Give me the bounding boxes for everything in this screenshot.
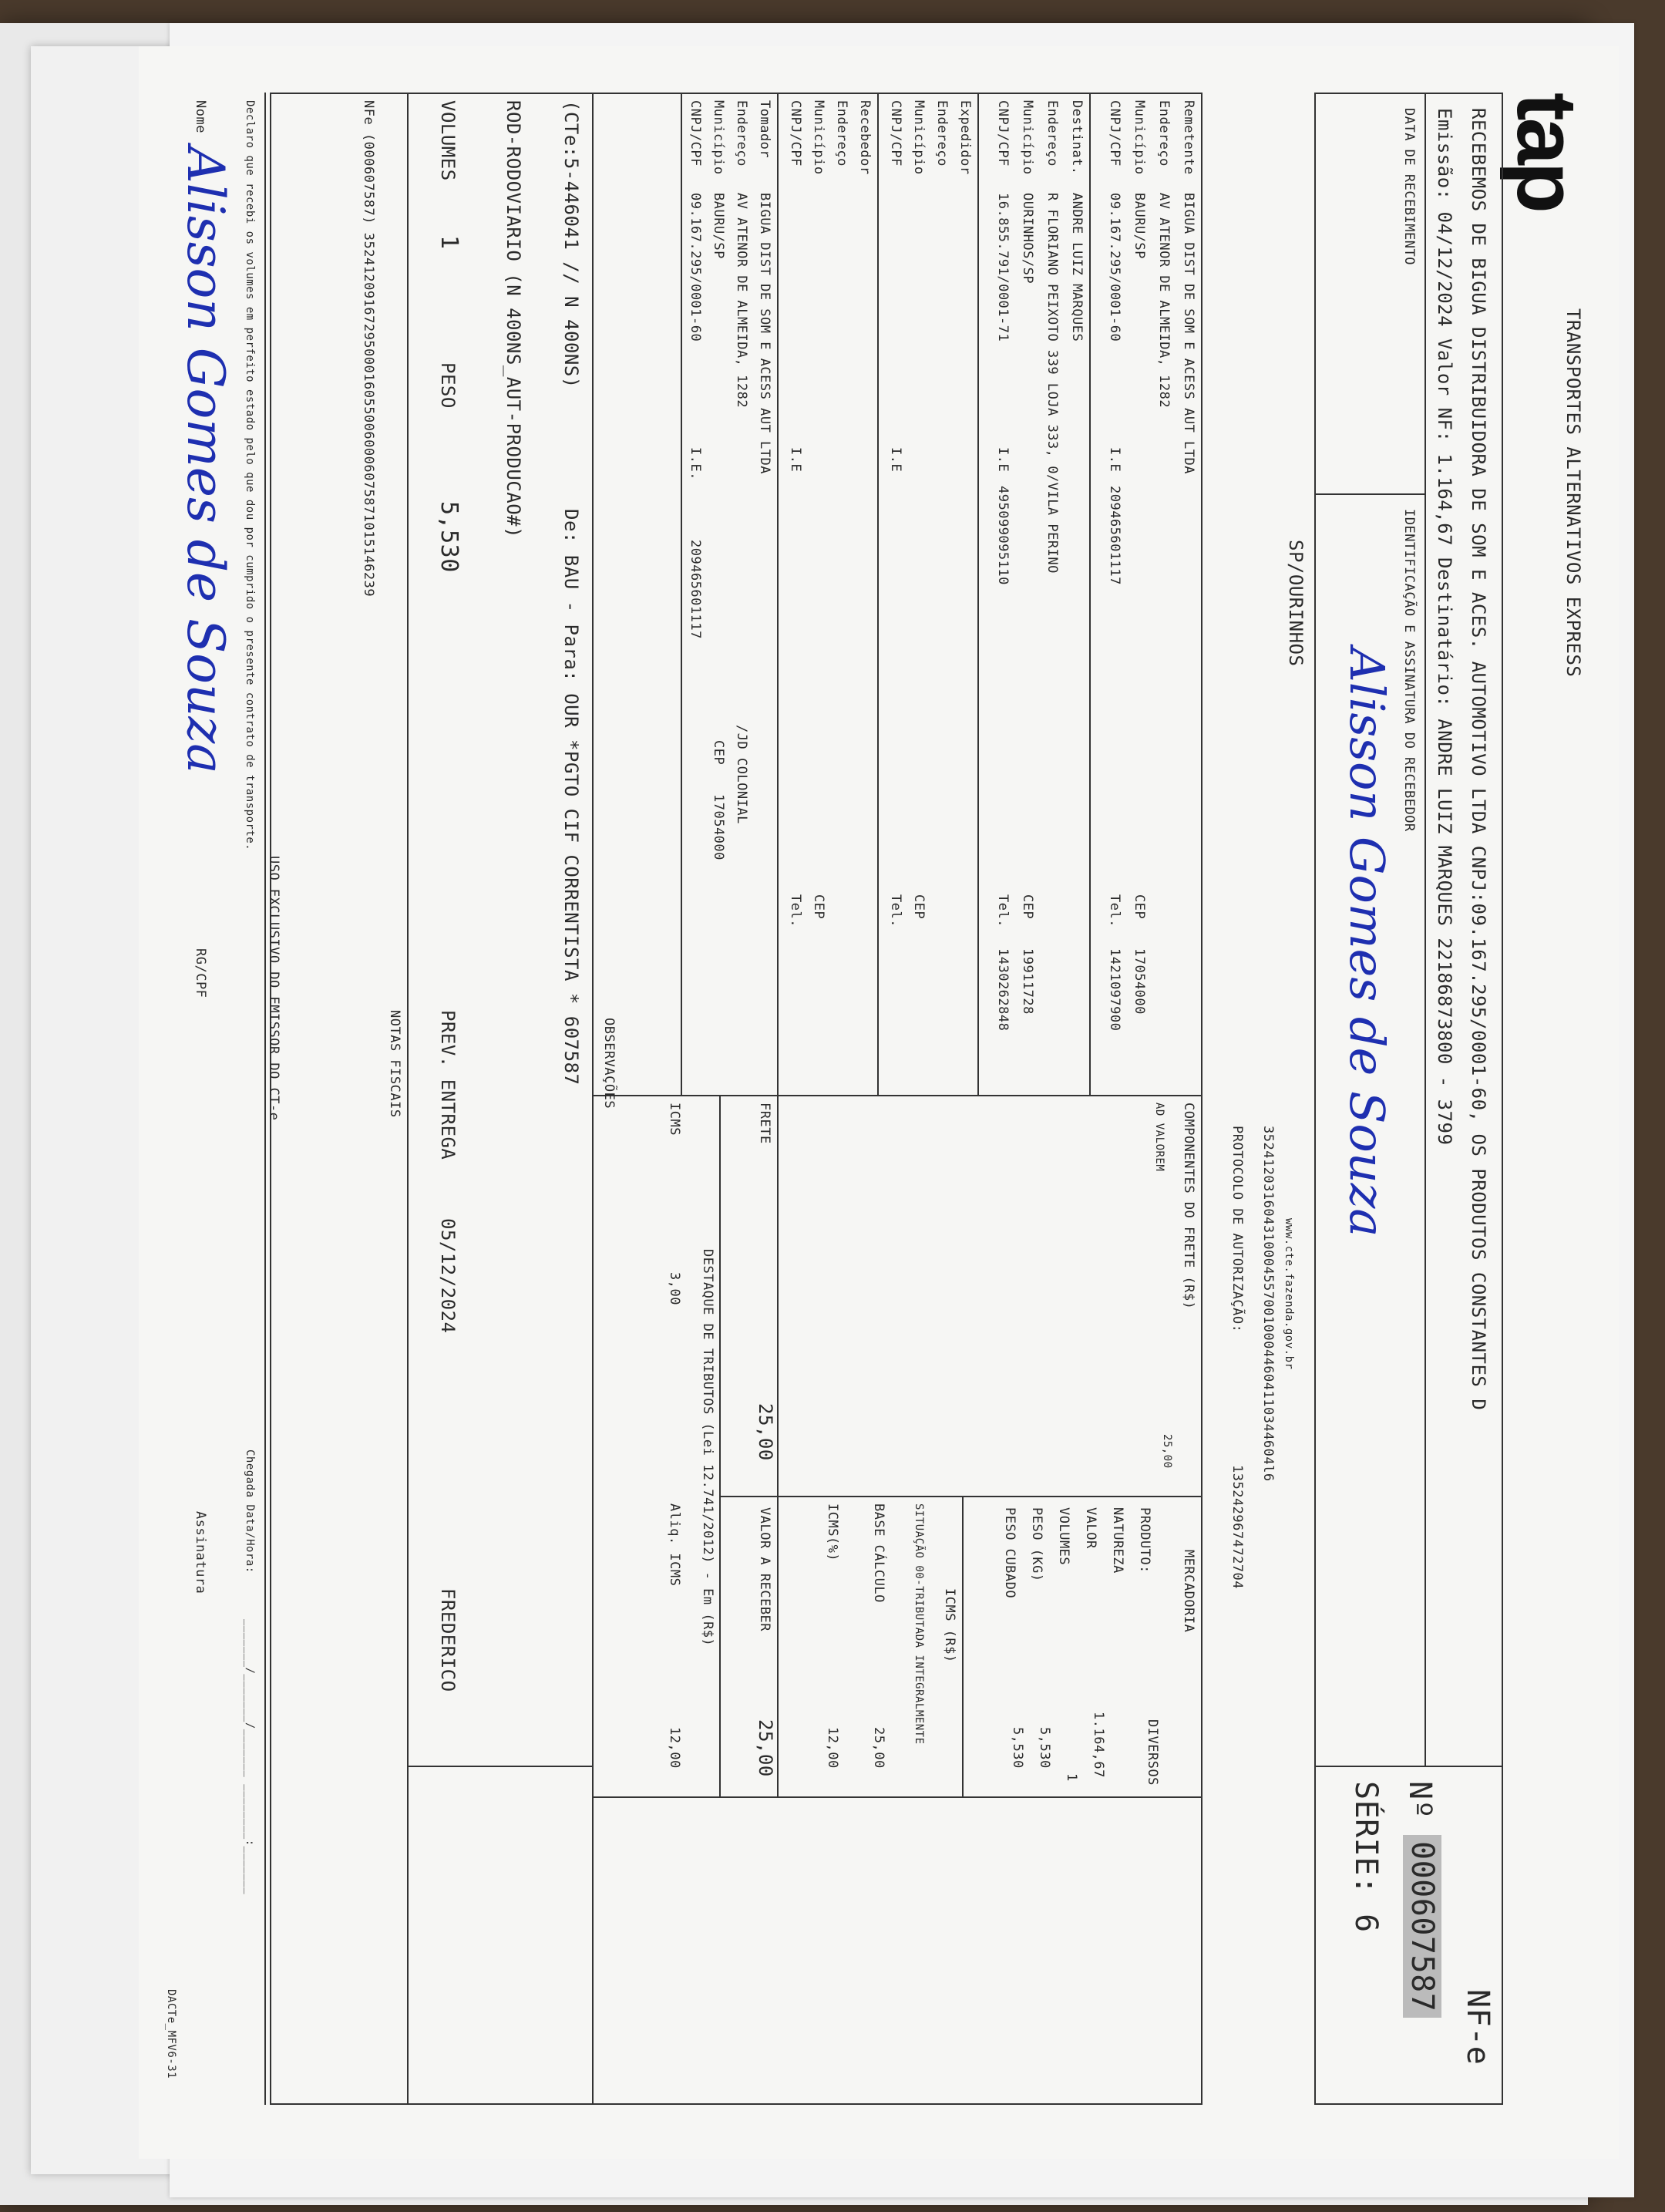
recebedor-ie-label: I.E [788, 447, 803, 473]
produto-label: PRODUTO: [1137, 1507, 1152, 1574]
destinatario-municipio: OURINHOS/SP [1020, 193, 1035, 284]
tomador-municipio-label: Município [711, 100, 726, 175]
remetente-label: Remetente [1181, 100, 1196, 175]
destaque-tributos-label: DESTAQUE DE TRIBUTOS (Lei 12.741/2012) - Em (R$) [700, 1249, 715, 1647]
obs-responsavel: FREDERICO [437, 1588, 459, 1692]
receipt-ident-label: IDENTIFICAÇÃO E ASSINATURA DO RECEBEDOR [1401, 509, 1417, 832]
recebedor-label: Recebedor [857, 100, 873, 175]
remetente-name: BIGUA DIST DE SOM E ACESS AUT LTDA [1181, 193, 1196, 474]
icms-pct-value: 12,00 [825, 1727, 840, 1769]
remetente-cep-label: CEP [1132, 894, 1147, 920]
remetente-tel: 1421097900 [1107, 948, 1122, 1032]
notas-fiscais-title: NOTAS FISCAIS [387, 1010, 402, 1118]
tomador-cnpj-label: CNPJ/CPF [688, 100, 703, 167]
tomador-municipio: BAURU/SP [711, 193, 726, 259]
remetente-municipio: BAURU/SP [1132, 193, 1147, 259]
destinatario-endereco-label: Endereço [1044, 100, 1060, 167]
frete-components-label: COMPONENTES DO FRETE (R$) [1181, 1103, 1196, 1310]
recebedor-tel-label: Tel. [788, 894, 803, 928]
notas-nfe-line: NFe (000607587) 35241209167295000160550060006075871015146239 [361, 100, 376, 598]
company-logo: tap [1499, 93, 1594, 210]
valor-receber-value: 25,00 [755, 1719, 776, 1777]
remetente-cep: 17054000 [1132, 948, 1147, 1015]
recebedor-endereco-label: Endereço [834, 100, 849, 167]
remetente-endereco-label: Endereço [1156, 100, 1172, 167]
nfe-number-prefix: Nº [1402, 1781, 1438, 1820]
tomador-endereco-label: Endereço [734, 100, 749, 167]
peso-cubado-label: PESO CUBADO [1002, 1507, 1018, 1599]
volumes-value: 1 [1064, 1773, 1079, 1782]
valor-value: 1.164,67 [1091, 1712, 1106, 1778]
base-calculo-label: BASE CÁLCULO [871, 1503, 886, 1603]
icms-title: ICMS (R$) [942, 1588, 957, 1663]
valor-label: VALOR [1083, 1507, 1098, 1549]
obs-volumes-label: VOLUMES [437, 100, 459, 181]
remetente-ie: 209465601117 [1107, 486, 1122, 585]
aliq-icms-label: Aliq. ICMS [667, 1503, 682, 1587]
obs-rodoviario: ROD-RODOVIARIO (N 400NS_AUT-PRODUCAO#) [503, 100, 524, 539]
destinatario-cep: 19911728 [1020, 948, 1035, 1015]
nfe-serie: SÉRIE: 6 [1348, 1781, 1384, 1933]
protocol-label: PROTOCOLO DE AUTORIZAÇÃO: [1229, 1126, 1245, 1333]
peso-cubado-value: 5,530 [1010, 1727, 1025, 1769]
protocol-number: 135242967472704 [1229, 1465, 1245, 1590]
remetente-cnpj: 09.167.295/0001-60 [1107, 193, 1122, 342]
recebedor-cnpj-label: CNPJ/CPF [788, 100, 803, 167]
obs-de-para: De: BAU - Para: OUR *PGTO CIF CORRENTISTA * 607587 [560, 509, 582, 1086]
obs-peso-value: 5,530 [436, 501, 462, 573]
uso-emissor-title: USO EXCLUSIVO DO EMISSOR DO CT-e [266, 856, 281, 1121]
receipt-line-1: RECEBEMOS DE BIGUA DISTRIBUIDORA DE SOM E ACES. AUTOMOTIVO LTDA CNPJ:09.167.295/0001-60, OS PRODUTOS CONSTANTES D [1468, 108, 1489, 1411]
tomador-cnpj: 09.167.295/0001-60 [688, 193, 703, 342]
document-rotated [139, 46, 1619, 2159]
destinatario-tel-label: Tel. [995, 894, 1011, 928]
access-key: 35241203160431000455700100044604110344604l6 [1260, 1126, 1276, 1482]
receiver-signature: Alisson Gomes de Souza [1339, 648, 1395, 1237]
destinatario-name: ANDRE LUIZ MARQUES [1069, 193, 1085, 342]
nome-label: Nome [193, 100, 208, 133]
tomador-ie: 209465601117 [688, 540, 703, 639]
destinatario-cnpj: 16.855.791/0001-71 [995, 193, 1011, 342]
prev-entrega-value: 05/12/2024 [437, 1218, 459, 1334]
dacte-document [139, 46, 1619, 2159]
tomador-endereco: AV ATENOR DE ALMEIDA, 1282 [734, 193, 749, 409]
expedidor-municipio-label: Município [911, 100, 927, 175]
nfe-number: 000607587 [1403, 1835, 1441, 2018]
consulta-url: www.cte.fazenda.gov.br [1283, 1218, 1295, 1370]
tomador-name: BIGUA DIST DE SOM E ACESS AUT LTDA [757, 193, 772, 474]
destinatario-endereco: R FLORIANO PEIXOTO 339 LOJA 333, 0/VILA PERINO [1044, 193, 1060, 574]
tomador-cep: 17054000 [711, 794, 726, 860]
expedidor-cep-label: CEP [911, 894, 927, 920]
peso-label: PESO (KG) [1029, 1507, 1044, 1582]
chegada-blank: _______/_______/_______ ________:_______ [244, 1619, 256, 1895]
remetente-ie-label: I.E [1107, 447, 1122, 473]
observacoes-title: OBSERVAÇÕES [601, 1018, 617, 1109]
expedidor-tel-label: Tel. [888, 894, 903, 928]
chegada-label: Chegada Data/Hora: [244, 1449, 256, 1574]
aliq-icms-value: 12,00 [667, 1727, 682, 1769]
expedidor-label: Expedidor [957, 100, 973, 175]
destinatario-cep-label: CEP [1020, 894, 1035, 920]
icms-pct-label: ICMS(%) [825, 1503, 840, 1562]
obs-cte: (CTe:5-446041 // N 400NS) [560, 100, 582, 389]
nfe-title: NF-e [1460, 1989, 1495, 2066]
destinatario-municipio-label: Município [1020, 100, 1035, 175]
ad-valorem-value: 25,00 [1161, 1434, 1173, 1469]
icms-situacao: SITUAÇÃO 00-TRIBUTADA INTEGRALMENTE [913, 1503, 925, 1745]
rg-cpf-label: RG/CPF [193, 948, 208, 998]
valor-receber-label: VALOR A RECEBER [757, 1507, 772, 1632]
expedidor-cnpj-label: CNPJ/CPF [888, 100, 903, 167]
volumes-label: VOLUMES [1056, 1507, 1071, 1566]
frete-icms-label: ICMS [667, 1103, 682, 1136]
dacte-version: DACTe_MFV6-31 [165, 1989, 177, 2079]
frete-label: FRETE [757, 1103, 772, 1144]
obs-peso-label: PESO [437, 362, 459, 409]
receipt-line-2: Emissão: 04/12/2024 Valor NF: 1.164,67 Destinatário: ANDRE LUIZ MARQUES 22186873800 - 3799 [1434, 108, 1455, 1146]
frete-value: 25,00 [755, 1403, 776, 1461]
recebedor-municipio-label: Município [811, 100, 826, 175]
expedidor-ie-label: I.E [888, 447, 903, 473]
destinatario-cnpj-label: CNPJ/CPF [995, 100, 1011, 167]
destinatario-ie-label: I.E [995, 447, 1011, 473]
natureza-label: NATUREZA [1110, 1507, 1125, 1574]
recebedor-cep-label: CEP [811, 894, 826, 920]
delivery-signature: Alisson Gomes de Souza [176, 146, 235, 774]
produto-value: DIVERSOS [1145, 1719, 1160, 1786]
remetente-cnpj-label: CNPJ/CPF [1107, 100, 1122, 167]
destinatario-ie: 495099095110 [995, 486, 1011, 585]
receipt-date-label: DATA DE RECEBIMENTO [1401, 108, 1417, 265]
frete-icms-value: 3,00 [667, 1272, 682, 1305]
destinatario-tel: 1430262848 [995, 948, 1011, 1032]
tomador-cep-label: CEP [711, 740, 726, 766]
route-origin: SP/OURINHOS [1285, 540, 1307, 667]
mercadoria-title: MERCADORIA [1181, 1550, 1196, 1633]
peso-value: 5,530 [1037, 1727, 1052, 1769]
expedidor-endereco-label: Endereço [934, 100, 950, 167]
tomador-bairro: /JD COLONIAL [734, 725, 749, 824]
assinatura-label: Assinatura [193, 1511, 208, 1594]
remetente-tel-label: Tel. [1107, 894, 1122, 928]
company-name: TRANSPORTES ALTERNATIVOS EXPRESS [1562, 308, 1584, 678]
tomador-ie-label: I.E. [688, 447, 703, 480]
prev-entrega-label: PREV. ENTREGA [437, 1010, 459, 1160]
declaro-text: Declaro que recebi os volumes em perfeito estado pelo que dou por cumprido o presente contrato de transporte. [244, 100, 256, 851]
remetente-municipio-label: Município [1132, 100, 1147, 175]
remetente-endereco: AV ATENOR DE ALMEIDA, 1282 [1156, 193, 1172, 409]
destinatario-label: Destinat. [1069, 100, 1085, 175]
tomador-label: Tomador [757, 100, 772, 159]
obs-volumes-value: 1 [436, 235, 462, 250]
ad-valorem-label: AD VALOREM [1153, 1103, 1166, 1172]
base-calculo-value: 25,00 [871, 1727, 886, 1769]
